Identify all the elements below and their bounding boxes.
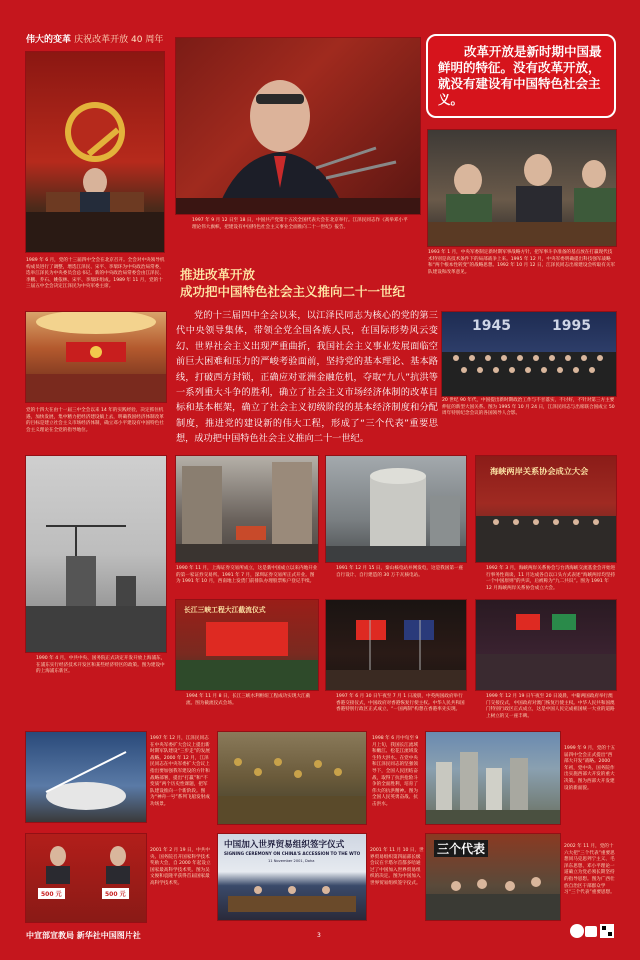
caption-7: 1990 年 11 月，上海证券交易所成立，这是新中国成立以来内地开业的第一家证券交易所。1991 年 7 月，深圳证券交易所正式开业。图为 1991 年 10 月，西南地上发货门前排队办理股票账户登记手续。: [176, 566, 318, 585]
photo-science-award: [26, 834, 146, 922]
caption-5: 20 世纪 90 年代，中国提出新时期政治工作与不甘落实，不讨好，不针对第三方主要伸征的新型大国关系。图为 1995 年 10 月 24 日，江泽民同志与出席联合国成立 50 周年特别纪念会议的各国领导人合影。: [442, 398, 615, 417]
key-quote-callout: 改革开放是新时期中国最鲜明的特征。没有改革开放，就没有建设有中国特色社会主义。: [426, 34, 616, 118]
photo-hong-kong-handover: [326, 600, 466, 690]
caption-9: 1992 年 3 月，海峡两岸关系协会与台湾海峡交流基金会开始进行事务性商谈，11 月达成各自以口头方式表述“海峡两岸均坚持一个中国原则”的共识，后被称为“九二共识”。图为 1991 年 12 月海峡两岸关系协会成立大会。: [486, 566, 616, 591]
photo-western-development: [426, 732, 560, 824]
photo-three-gorges: [176, 600, 318, 690]
un-year-right: 1995: [552, 318, 591, 334]
header-sub: 庆祝改革开放 40 周年: [74, 35, 164, 45]
wto-title-cn: 中国加入世界贸易组织签字仪式: [224, 840, 345, 850]
agency-logo-icon: [585, 926, 597, 937]
rocket-graphic: [26, 732, 146, 822]
qr-code-icon: [600, 924, 614, 938]
caption-17: 2001 年 11 月 10 日，世界贸易组织第四届部长级会议在卡塔尔首都多哈通过了中国加入世界贸易组织的决定。图为中国加入世界贸易组织签字仪式。: [370, 848, 424, 886]
speaker-graphic: [176, 38, 420, 214]
caption-1: 1989 年 6 月，党的十三届四中全会在北京召开。全会对中央领导机构成员进行了调整，增选江泽民、宋平、李瑞环为中央政治局常委，选举江泽民为中央委员会总书记。新的中央政治局常委会由江泽民、李鹏、乔石、姚依林、宋平、李瑞环组成。1989 年 11 月，党的十三届五中全会决定江泽民为中央军委主席。: [26, 258, 165, 290]
caption-2: 1997 年 9 月 12 日至 18 日，中国共产党第十五次全国代表大会在北京举行。江泽民同志作《高举邓小平理论伟大旗帜，把建设有中国特色社会主义事业全面推向二十一世纪》报告。: [192, 218, 408, 230]
three-represents-board: 三个代表: [434, 840, 488, 857]
three-gorges-banner: 长江三峡工程大江截流仪式: [184, 606, 266, 614]
caption-16: 2001 年 2 月 19 日，中共中央、国务院召开国家科学技术奖励大会，自 2000 年起设立国家最高科学技术奖。图为吴文俊和袁隆平获得首届国家最高科学技术奖。: [150, 848, 211, 886]
photo-qinshan-nuclear: [326, 456, 466, 562]
caption-4: 党的十四大在由十一届三中全会以来 14 年的实践经验，决定抓住机遇，加快发展，集中精力把经济建设搞上去，明确我国经济体制改革的目标是建立社会主义市场经济体制，确立邓小平建设有中国特色社会主义理论在全党的指导地位。: [26, 408, 164, 433]
photo-flood-fighting: [218, 732, 366, 824]
footer-credits: 中宣部宣教局 新华社中国图片社: [26, 931, 141, 940]
caption-6: 1990 年 4 月，中共中央、国务院正式决定开发开放上海浦东，在浦东实行经济技术开发区和某些经济特区的政策。图为建设中的上海浦东新区。: [36, 656, 166, 675]
publisher-logo-icon: [570, 924, 584, 938]
photo-three-represents: [426, 834, 560, 920]
party-emblem-graphic: [26, 52, 164, 252]
section-title-line2: 成功把中国特色社会主义推向二十一世纪: [180, 284, 406, 299]
pudong-graphic: [26, 456, 166, 652]
military-meeting-graphic: [428, 130, 616, 246]
flood-graphic: [218, 732, 366, 824]
wto-date: 11 November 2001, Doha: [268, 859, 315, 863]
wto-title-en: SIGNING CEREMONY ON CHINA'S ACCESSION TO THE WTO: [224, 851, 361, 856]
cross-strait-banner: 海峡两岸关系协会成立大会: [490, 466, 589, 476]
page-number: 3: [317, 932, 321, 939]
caption-13: 1997 年 12 月，江泽民同志在中央军委扩大会议上提出新时期军队建设“三步走”的发展战略。2000 年 12 月，江泽民同志在中央军委扩大会议上指出要加强我军建设的方针和战略部署，提出“打赢”和“不变质”两个历史性课题，把军队建设推向一个新阶段。图为“神舟一号”系列飞船发射成功场景。: [150, 736, 210, 807]
shanghai-street-graphic: [176, 456, 318, 562]
section-title: [180, 266, 405, 300]
photo-rocket-launch: [26, 732, 146, 822]
caption-10: 1994 年 11 月 8 日，长江三峡水利枢纽工程成功实现大江截流。图为截流仪式会场。: [186, 694, 311, 706]
macau-ceremony-graphic: [476, 600, 616, 690]
nuclear-plant-graphic: [326, 456, 466, 562]
photo-fourth-plenum: [26, 52, 164, 252]
photo-macau-handover: [476, 600, 616, 690]
great-hall-graphic: [26, 312, 166, 402]
caption-18: 2002 年 11 月，党的十六大把“三个代表”重要思想同马克思列宁主义、毛泽东思想、邓小平理论一道确立为党必须长期坚持的指导思想。图为广西壮族自治区干部群众学习“三个代表”重要思想。: [564, 844, 615, 896]
city-graphic: [426, 732, 560, 824]
photo-un-anniversary: [442, 312, 616, 396]
un-year-left: 1945: [472, 318, 511, 334]
caption-3: 1993 年 1 月，中央军委制定新时期军事战略方针，把军事斗争准备的基点放在打赢现代技术特别是高技术条件下的局部战争上来。1995 年 12 月，中央军委明确提出科技强军战略和“两个根本性转变”的战略思想。1992 年 10 月 12 日，江泽民同志出席建设会听取有关军队建设和改革意见。: [428, 250, 616, 275]
handover-graphic: [326, 600, 466, 690]
award-board-right: 500 元: [102, 888, 129, 899]
body-paragraph: 党的十三届四中全会以来，以江泽民同志为核心的党的第三代中央领导集体，带领全党全国各族人民，在国际形势风云变幻、世界社会主义出现严重曲折，我国社会主义事业发展面临空前巨大困难和压力的严峻考验面前，坚持党的基本理论、基本路线，打破西方封锁，正确应对亚洲金融危机，夺取“九八”抗洪等一系列重大斗争的胜利，确立了社会主义市场经济体制的改革目标和基本框架，确立了社会主义初级阶段的基本经济制度和分配制度，推进党的建设新的伟大工程，形成了“三个代表”重要思想，成功把中国特色社会主义推向二十一世纪。: [176, 310, 438, 445]
photo-cross-strait-meeting: [476, 456, 616, 562]
photo-shanghai-exchange: [176, 456, 318, 562]
award-board-left: 500 元: [38, 888, 65, 899]
photo-wto-signing: [218, 834, 366, 920]
section-title-line1: 推进改革开放: [180, 267, 256, 282]
photo-fifteenth-congress: [176, 38, 420, 214]
photo-fourteenth-congress: [26, 312, 166, 402]
header-main: 伟大的变革: [26, 35, 72, 45]
caption-15: 1999 年 9 月，党的十五届四中全会正式提出“西部大开发”战略。2000 年初，党中央、国务院作出实施西部大开发的重大决策。图为西部大开发建设的新面貌。: [564, 746, 616, 791]
caption-11: 1997 年 6 月 30 日午夜至 7 月 1 日凌晨，中英两国政府举行香港交接仪式，中国政府对香港恢复行使主权。中华人民共和国香港特别行政区正式成立，“一国两制”构想在香港率先实现。: [336, 694, 465, 713]
photo-pudong-construction: [26, 456, 166, 652]
caption-14: 1998 年 6 月中旬至 9 月上旬，我国长江流域和嫩江、松花江流域发生特大洪水。在党中央和江泽民同志的坚强领导下，全国人民团结奋战，取得了抗洪抢险斗争的全面胜利，培育了伟大的抗洪精神。图为全国人民英勇奋战、抗击洪水。: [372, 736, 419, 807]
poster-header: [26, 32, 163, 45]
caption-8: 1991 年 12 月 15 日，秦山核电站并网发电，这是我国第一座自行设计、自行建造的 30 万千瓦核电站。: [336, 566, 464, 578]
photo-military-meeting: [428, 130, 616, 246]
award-people-graphic: [26, 834, 146, 922]
caption-12: 1999 年 12 月 19 日午夜至 20 日凌晨，中葡两国政府举行澳门交接仪式，中国政府对澳门恢复行使主权。中华人民共和国澳门特别行政区正式成立，这是中国人民完成祖国统一大业的道路上树立的又一座丰碑。: [486, 694, 615, 719]
